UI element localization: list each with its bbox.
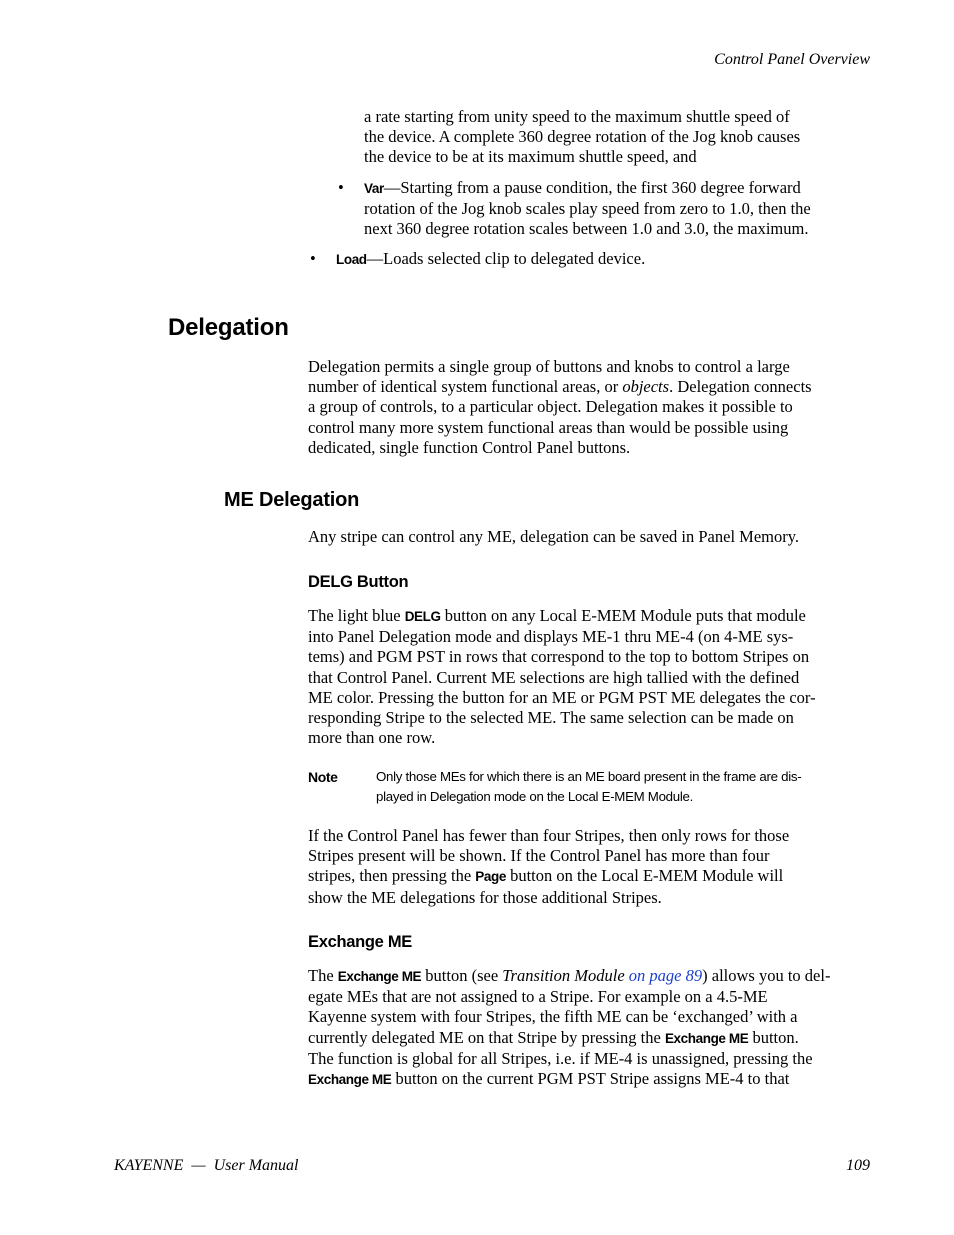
page-term: Page [475, 869, 506, 885]
delg-term: DELG [404, 609, 441, 624]
running-header: Control Panel Overview [714, 51, 870, 68]
text-line: The function is global for all Stripes, i.e. if ME-4 is unassigned, pressing the [308, 1048, 813, 1068]
text-line: Only those MEs for which there is an ME board present in the frame are dis- [376, 769, 802, 784]
text-line: a rate starting from unity speed to the maximum shuttle speed of [364, 107, 790, 126]
text-line: show the ME delegations for those additional Stripes. [308, 887, 662, 907]
text-line: a group of controls, to a particular object. Delegation makes it possible to [308, 397, 793, 417]
text-line: tems) and PGM PST in rows that correspond to the top to bottom Stripes on [308, 647, 810, 667]
text-line: the device to be at its maximum shuttle speed, and [364, 147, 697, 167]
heading-delg-button: DELG Button [308, 573, 409, 591]
text-line: currently delegated ME on that Stripe by pressing the [308, 1027, 665, 1047]
text-line: played in Delegation mode on the Local E-MEM Module. [376, 789, 694, 804]
load-bullet-item [336, 249, 874, 270]
text-line: ME color. Pressing the button for an ME or PGM PST ME delegates the cor- [308, 687, 816, 707]
exchange-me-term: Exchange ME [308, 1072, 392, 1088]
text-line: If the Control Panel has fewer than four Stripes, then only rows for those [308, 826, 790, 845]
delegation-paragraph [308, 357, 874, 458]
page-link[interactable]: on page 89 [628, 966, 703, 985]
subsection-heading-me-delegation: ME Delegation [224, 489, 360, 511]
text-line: button on the Local E-MEM Module will [505, 866, 784, 886]
var-term: Var [364, 181, 384, 196]
load-bullet-marker: • [310, 249, 316, 268]
heading-exchange-me: Exchange ME [308, 933, 412, 951]
load-text: —Loads selected clip to delegated device. [366, 249, 646, 268]
text-line: The light blue [308, 606, 405, 625]
text-line: button (see [421, 966, 503, 985]
section-heading-delegation: Delegation [168, 314, 289, 341]
text-line: number of identical system functional areas, or [308, 377, 623, 397]
delg-button-paragraph [308, 606, 874, 748]
text-line: Kayenne system with four Stripes, the fifth ME can be ‘exchanged’ with a [308, 1007, 798, 1027]
note-label: Note [308, 769, 338, 785]
exchange-me-term: Exchange ME [664, 1030, 749, 1046]
text-line: stripes, then pressing the [308, 866, 476, 886]
var-bullet-marker: • [338, 178, 344, 197]
text-line: that Control Panel. Current ME selections are high tallied with the defined [308, 667, 800, 687]
text-line: next 360 degree rotation scales between 1.0 and 3.0, the maximum. [364, 219, 809, 239]
transition-module-ref: Transition Module [502, 966, 625, 985]
text-line: button. [748, 1027, 799, 1047]
load-term: Load [336, 252, 367, 267]
objects-term: objects [622, 377, 670, 397]
text-line: —Starting from a pause condition, the first 360 degree forward [383, 178, 801, 197]
exchange-me-term: Exchange ME [337, 969, 422, 984]
var-bullet-item [364, 178, 874, 240]
text-line: . Delegation connects [669, 377, 812, 397]
text-line: control many more system functional areas than would be possible using [308, 417, 789, 437]
text-line: rotation of the Jog knob scales play speed from zero to 1.0, then the [364, 199, 811, 219]
note-text [376, 767, 866, 807]
page-number: 109 [846, 1157, 870, 1174]
text-line: the device. A complete 360 degree rotation of the Jog knob causes [364, 127, 801, 147]
text-line: Delegation permits a single group of buttons and knobs to control a large [308, 357, 790, 376]
continuation-text [364, 107, 874, 168]
text-line: dedicated, single function Control Panel buttons. [308, 437, 631, 457]
text-line: responding Stripe to the selected ME. The same selection can be made on [308, 708, 794, 728]
text-line: Stripes present will be shown. If the Control Panel has more than four [308, 846, 770, 866]
text-line: button on any Local E-MEM Module puts that module [440, 606, 806, 625]
fewer-stripes-paragraph [308, 826, 874, 908]
text-line: egate MEs that are not assigned to a Stripe. For example on a 4.5-ME [308, 987, 768, 1007]
text-line: The [308, 966, 338, 985]
me-delegation-paragraph: Any stripe can control any ME, delegation can be saved in Panel Memory. [308, 527, 800, 546]
text-line: more than one row. [308, 728, 436, 748]
text-line: button on the current PGM PST Stripe assigns ME-4 to that [391, 1069, 790, 1089]
footer-manual-title: KAYENNE — User Manual [114, 1157, 299, 1174]
exchange-me-paragraph [308, 966, 874, 1090]
text-line: ) allows you to del- [702, 966, 831, 985]
text-line: into Panel Delegation mode and displays ME-1 thru ME-4 (on 4-ME sys- [308, 627, 794, 647]
